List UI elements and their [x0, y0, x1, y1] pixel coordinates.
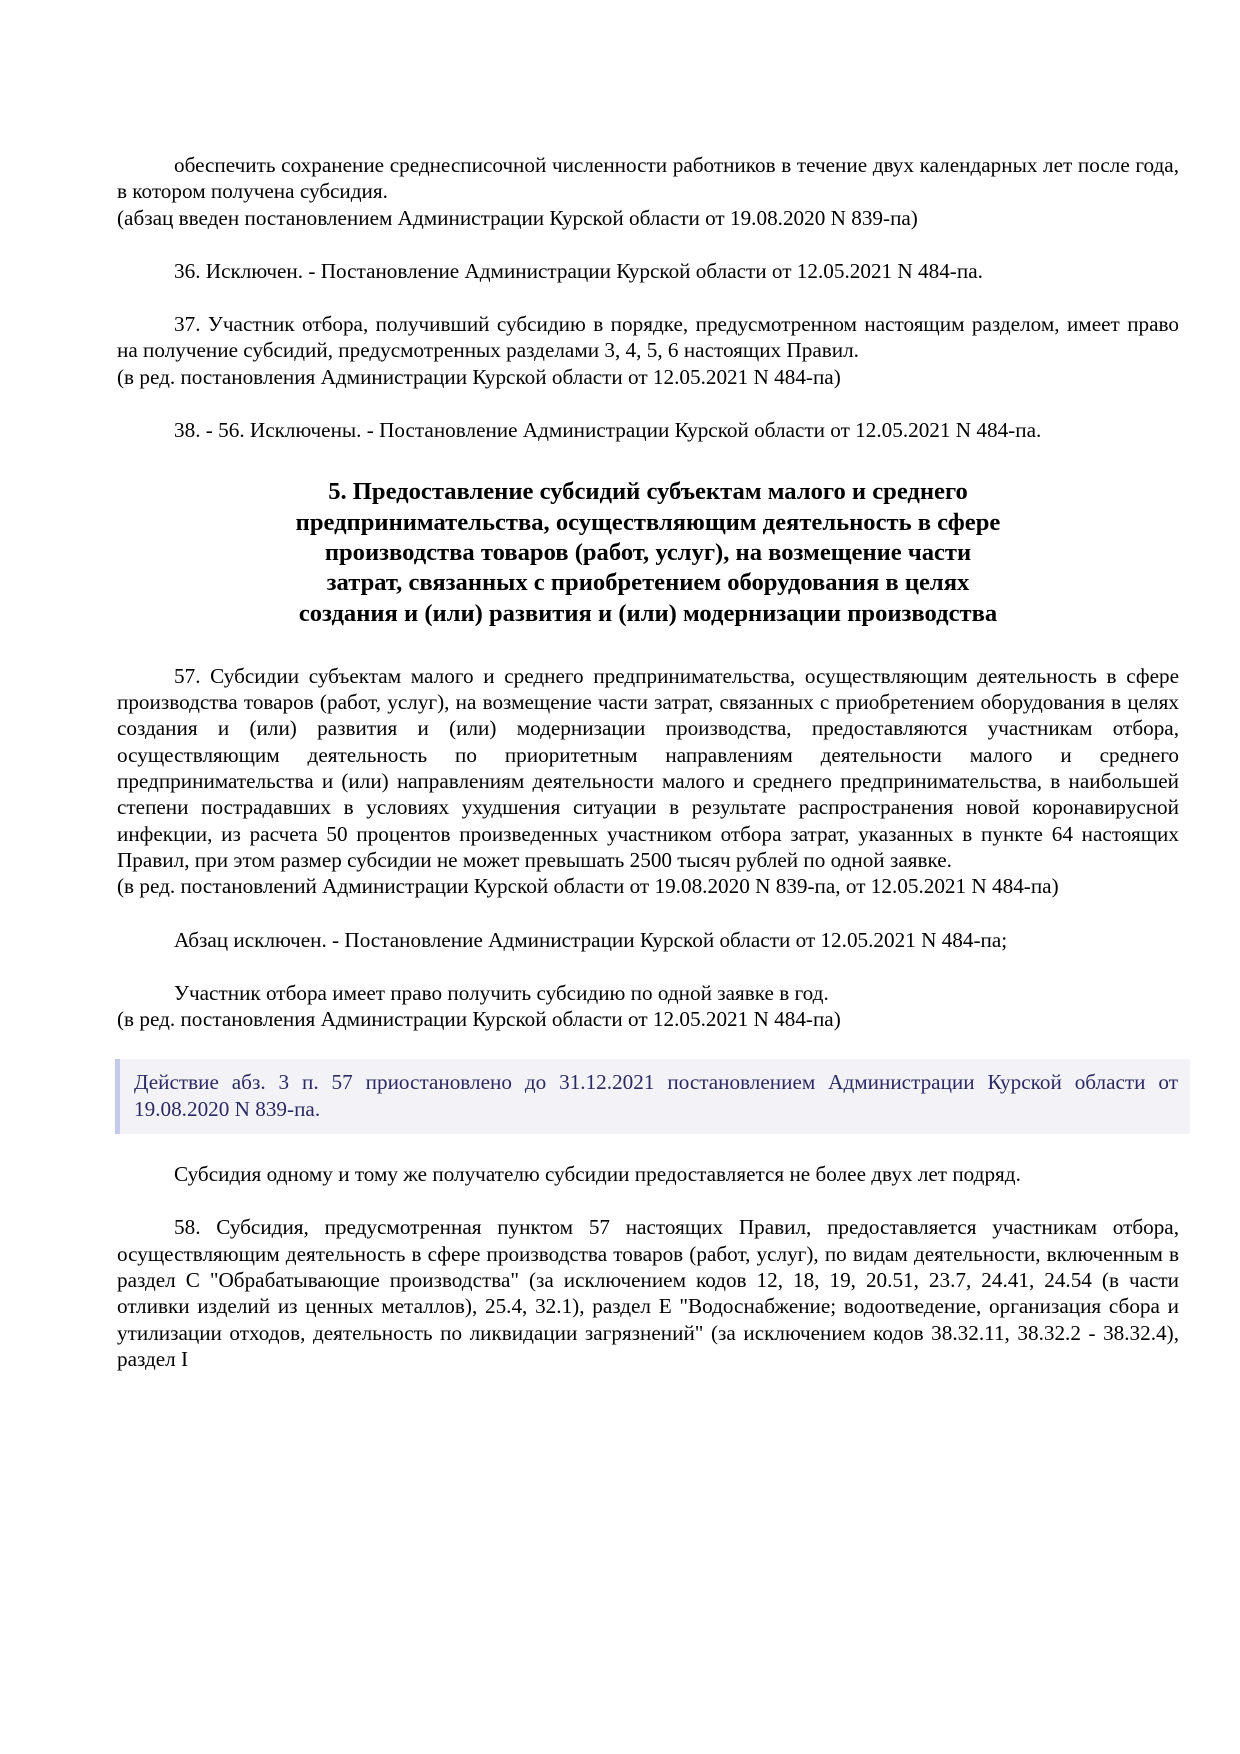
paragraph-57: 57. Субсидии субъектам малого и среднего предпринимательства, осуществляющим деятельность в сфере производства товаров (работ, услуг), на возмещение части затрат, связанных с приобретением оборудования в целях создания и (или) развития и (или) модернизации производства, предоставляются участникам отбора, осуществляющим деятельность по приоритетным направлениям деятельности малого и среднего предпринимательства и (или) направлениям деятельности малого и среднего предпринимательства, в наибольшей степени пострадавших в условиях ухудшения ситуации в результате распространения новой коронавирусной инфекции, из расчета 50 процентов произведенных участником отбора затрат, указанных в пункте 64 настоящих Правил, при этом размер субсидии не может превышать 2500 тысяч рублей по одной заявке. [117, 663, 1179, 872]
paragraph-57-abz-excluded: Абзац исключен. - Постановление Администрации Курской области от 12.05.2021 N 484-па; [174, 927, 1008, 952]
spacer [117, 231, 1179, 258]
paragraph-57-two-years: Субсидия одному и тому же получателю субсидии предоставляется не более двух лет подряд. [174, 1162, 1021, 1187]
spacer [117, 900, 1179, 927]
suspension-note-text: Действие абз. 3 п. 57 приостановлено до 31.12.2021 постановлением Администрации Курской области от 19.08.2020 N 839-па. [134, 1070, 1178, 1121]
paragraph-57-once-per-year: Участник отбора имеет право получить субсидию по одной заявке в год. [174, 980, 829, 1005]
amendment-reference: (в ред. постановления Администрации Курской области от 12.05.2021 N 484-па) [117, 364, 841, 389]
document-page [117, 152, 1179, 1372]
amendment-reference: (в ред. постановления Администрации Курской области от 12.05.2021 N 484-па) [117, 1007, 841, 1032]
spacer [117, 390, 1179, 417]
heading-line: предпринимательства, осуществляющим деятельность в сфере [295, 508, 1001, 536]
spacer [117, 953, 1179, 980]
section-5-heading [187, 477, 1109, 628]
spacer [117, 443, 1179, 477]
paragraph-58: 58. Субсидия, предусмотренная пунктом 57 настоящих Правил, предоставляется участникам отбора, осуществляющим деятельность в сфере производства товаров (работ, услуг), по видам деятельности, включенным в раздел C "Обрабатывающие производства" (за исключением кодов 12, 18, 19, 20.51, 23.7, 24.41, 24.54 (в части отливки изделий из ценных металлов), 25.4, 32.1), раздел E "Водоснабжение; водоотведение, организация сбора и утилизации отходов, деятельность по ликвидации загрязнений" (за исключением кодов 38.32.11, 38.32.2 - 38.32.4), раздел I [117, 1215, 1179, 1371]
amendment-reference: (абзац введен постановлением Администрации Курской области от 19.08.2020 N 839-па) [117, 205, 918, 230]
spacer [117, 1032, 1179, 1059]
heading-line: производства товаров (работ, услуг), на возмещение части [324, 538, 972, 566]
spacer [117, 284, 1179, 311]
paragraph-38-56: 38. - 56. Исключены. - Постановление Администрации Курской области от 12.05.2021 N 484-па. [174, 418, 1042, 443]
spacer [117, 1134, 1179, 1161]
suspension-note-box [115, 1059, 1190, 1134]
heading-line: 5. Предоставление субсидий субъектам малого и среднего [328, 478, 968, 506]
paragraph-36: 36. Исключен. - Постановление Администрации Курской области от 12.05.2021 N 484-па. [174, 258, 983, 283]
paragraph-employee-retention: обеспечить сохранение среднесписочной численности работников в течение двух календарных лет после года, в котором получена субсидия. [117, 153, 1179, 204]
amendment-reference: (в ред. постановлений Администрации Курской области от 19.08.2020 N 839-па, от 12.05.2021 N 484-па) [117, 874, 1059, 899]
paragraph-37: 37. Участник отбора, получивший субсидию в порядке, предусмотренном настоящим разделом, имеет право на получение субсидий, предусмотренных разделами 3, 4, 5, 6 настоящих Правил. [117, 312, 1179, 363]
spacer [117, 1187, 1179, 1214]
heading-line: создания и (или) развития и (или) модернизации производства [298, 599, 998, 627]
spacer [117, 629, 1179, 663]
heading-line: затрат, связанных с приобретением оборудования в целях [326, 569, 970, 597]
